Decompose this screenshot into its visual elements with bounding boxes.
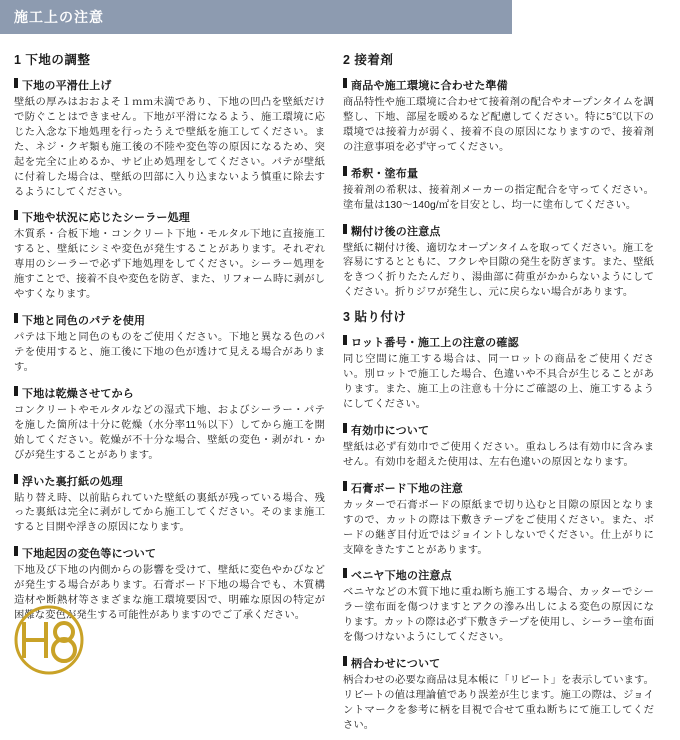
subheading — [343, 480, 654, 496]
square-bullet-icon — [343, 335, 347, 345]
subheading-label: 下地や状況に応じたシーラー処理 — [22, 212, 190, 225]
subheading — [14, 209, 325, 225]
subheading-label: 浮いた裏打紙の処理 — [22, 475, 123, 488]
body-text: コンクリートやモルタルなどの湿式下地、およびシーラー・パテを施した箇所は十分に乾燥（水分率11％以下）してから施工を開始してください。乾燥が不十分な場合、壁紙の変色・剥がれ・かびが発生することがあります。 — [14, 404, 325, 461]
body-text: 壁紙に糊付け後、適切なオープンタイムを取ってください。施工を容易にするとともに、フクレや目隙の発生を防ぎます。また、壁紙をきつく折りたたんだり、湯曲部に荷重がかからないようにしてください。折りジワが発生し、元に戻らない場合があります。 — [343, 242, 654, 299]
block-putty — [14, 312, 325, 376]
section-title-adhesive: 2 接着剤 — [343, 53, 394, 67]
body-text: 木質系・合板下地・コンクリート下地・モルタル下地に直接施工すると、壁紙にシミや変色が発生することがあります。それぞれ専用のシーラーで必ず下地処理をしてください。シーラー処理を施すことで、接着不良や変色を防ぎ、また、リフォーム時に剥がしやすくなります。 — [14, 229, 325, 301]
body-text: 貼り替え時、以前貼られていた壁紙の裏紙が残っている場合、残った裏紙は完全に剥がしてから施工してください。そのまま施工すると目開や浮きの原因になります。 — [14, 492, 325, 534]
square-bullet-icon — [343, 78, 347, 88]
body-text: パテは下地と同色のものをご使用ください。下地と異なる色のパテを使用すると、施工後に下地の色が透けて見える場合があります。 — [14, 332, 325, 373]
page-title: 施工上の注意 — [14, 9, 104, 25]
block-sealer — [14, 209, 325, 303]
right-column — [343, 44, 654, 740]
subheading-label: 商品や施工環境に合わせた準備 — [351, 80, 508, 92]
header-right-fill — [512, 0, 680, 34]
square-bullet-icon — [343, 423, 347, 433]
block-backing-paper — [14, 473, 325, 537]
content-columns — [0, 34, 680, 740]
subheading — [14, 545, 325, 561]
square-bullet-icon — [14, 210, 18, 220]
subheading — [343, 334, 654, 350]
section-title-shitaji: 1 下地の調整 — [14, 53, 91, 67]
body-text: 商品特性や施工環境に合わせて接着剤の配合やオープンタイムを調整し、下地、部屋を暖めるなど配慮してください。特に5℃以下の環境では接着力が弱く、接着不良の原因になりますので、接着剤の注意事項を必ず守ってください。 — [343, 97, 654, 153]
square-bullet-icon — [14, 313, 18, 323]
subheading — [343, 567, 654, 583]
header-band — [0, 0, 512, 34]
block-heiKatsu — [14, 77, 325, 200]
left-column — [14, 44, 325, 740]
body-text: 下地及び下地の内側からの影響を受けて、壁紙に変色やかびなどが発生する場合があります。石膏ボード下地の場合でも、木質構造材や断熱材等さまざまな施工環境要因で、明確な原因の特定が困難な変色が発生する可能性がありますのでご了承ください。 — [14, 565, 325, 622]
subheading — [14, 312, 325, 328]
square-bullet-icon — [343, 568, 347, 578]
block-plywood — [343, 567, 654, 646]
subheading-label: ベニヤ下地の注意点 — [351, 570, 452, 583]
block-lot-number — [343, 334, 654, 413]
subheading-label: 下地は乾燥させてから — [22, 387, 134, 400]
square-bullet-icon — [343, 166, 347, 176]
block-pattern-matching — [343, 655, 654, 734]
body-text: カッターで石膏ボードの原紙まで切り込むと目隙の原因となりますので、カットの際は下敷きテープをご使用ください。また、ボードの継ぎ目付近ではジョイントしないでください。仕上がりに支障をきたすことがあります。 — [343, 499, 654, 556]
square-bullet-icon — [14, 386, 18, 396]
block-drying — [14, 385, 325, 464]
subheading-label: 下地と同色のパテを使用 — [22, 315, 146, 328]
subheading-label: 希釈・塗布量 — [351, 167, 419, 180]
subheading-label: 糊付け後の注意点 — [351, 225, 441, 238]
block-discoloration — [14, 545, 325, 624]
body-text: 同じ空間に施工する場合は、同一ロットの商品をご使用ください。別ロットで施工した場合、色違いや不具合が生じることがあります。また、施工上の注意も十分にご確認の上、施工するようにしてください。 — [343, 354, 654, 410]
block-preparation — [343, 77, 654, 156]
block-dilution — [343, 165, 654, 214]
subheading — [343, 165, 654, 181]
block-effective-width — [343, 422, 654, 471]
subheading — [14, 77, 325, 93]
subheading-label: ロット番号・施工上の注意の確認 — [351, 337, 519, 350]
square-bullet-icon — [14, 546, 18, 556]
subheading — [343, 77, 654, 93]
subheading — [14, 473, 325, 489]
square-bullet-icon — [343, 481, 347, 491]
block-after-pasting — [343, 223, 654, 302]
subheading — [14, 385, 325, 401]
body-text: 接着剤の希釈は、接着剤メーカーの指定配合を守ってください。 塗布量は130〜140g/㎡を目安とし、均一に塗布してください。 — [343, 184, 654, 211]
subheading-label: 石膏ボード下地の注意 — [351, 482, 463, 495]
document-header — [0, 0, 680, 34]
subheading-label: 下地の平滑仕上げ — [22, 80, 112, 92]
subheading-label: 有効巾について — [351, 424, 430, 437]
body-text: 柄合わせの必要な商品は見本帳に「リピート」を表示しています。 リピートの値は理論値であり誤差が生じます。施工の際は、ジョイントマークを参考に柄を目視で合せて重ね断ちにて施工してください。 — [343, 675, 654, 731]
subheading — [343, 223, 654, 239]
body-text: 壁紙は必ず有効巾でご使用ください。重ねしろは有効巾に含みません。有効巾を超えた使用は、左右色違いの原因となります。 — [343, 441, 654, 468]
block-gypsum-board — [343, 480, 654, 559]
subheading-label: 下地起因の変色等について — [22, 548, 157, 561]
body-text: 壁紙の厚みはおおよそ１ｍｍ未満であり、下地の凹凸を壁紙だけで防ぐことはできません。下地が平滑になるよう、施工環境に応じた入念な下地処理を行ったうえで壁紙を施工してください。また、ネジ・クギ類も施工後の不陸や変色等の原因になるため、突起を完全に止めるか、サビ止め処理をしてください。パテが壁紙に付着した場合は、壁紙の凹部に入り込まないよう慎重に除去するようにしてください。 — [14, 97, 325, 198]
subheading — [343, 422, 654, 438]
square-bullet-icon — [14, 474, 18, 484]
square-bullet-icon — [14, 78, 18, 88]
subheading — [343, 655, 654, 671]
subheading-label: 柄合わせについて — [351, 658, 441, 671]
square-bullet-icon — [343, 224, 347, 234]
section-title-hanging: 3 貼り付け — [343, 310, 407, 325]
body-text: ベニヤなどの木質下地に重ね断ち施工する場合、カッターでシーラー塗布面を傷つけますとアクの滲み出しによる変色の原因になります。カットの際は必ず下敷きテープを使用し、シーラー塗布面を傷つけないようにしてください。 — [343, 587, 654, 644]
square-bullet-icon — [343, 656, 347, 666]
